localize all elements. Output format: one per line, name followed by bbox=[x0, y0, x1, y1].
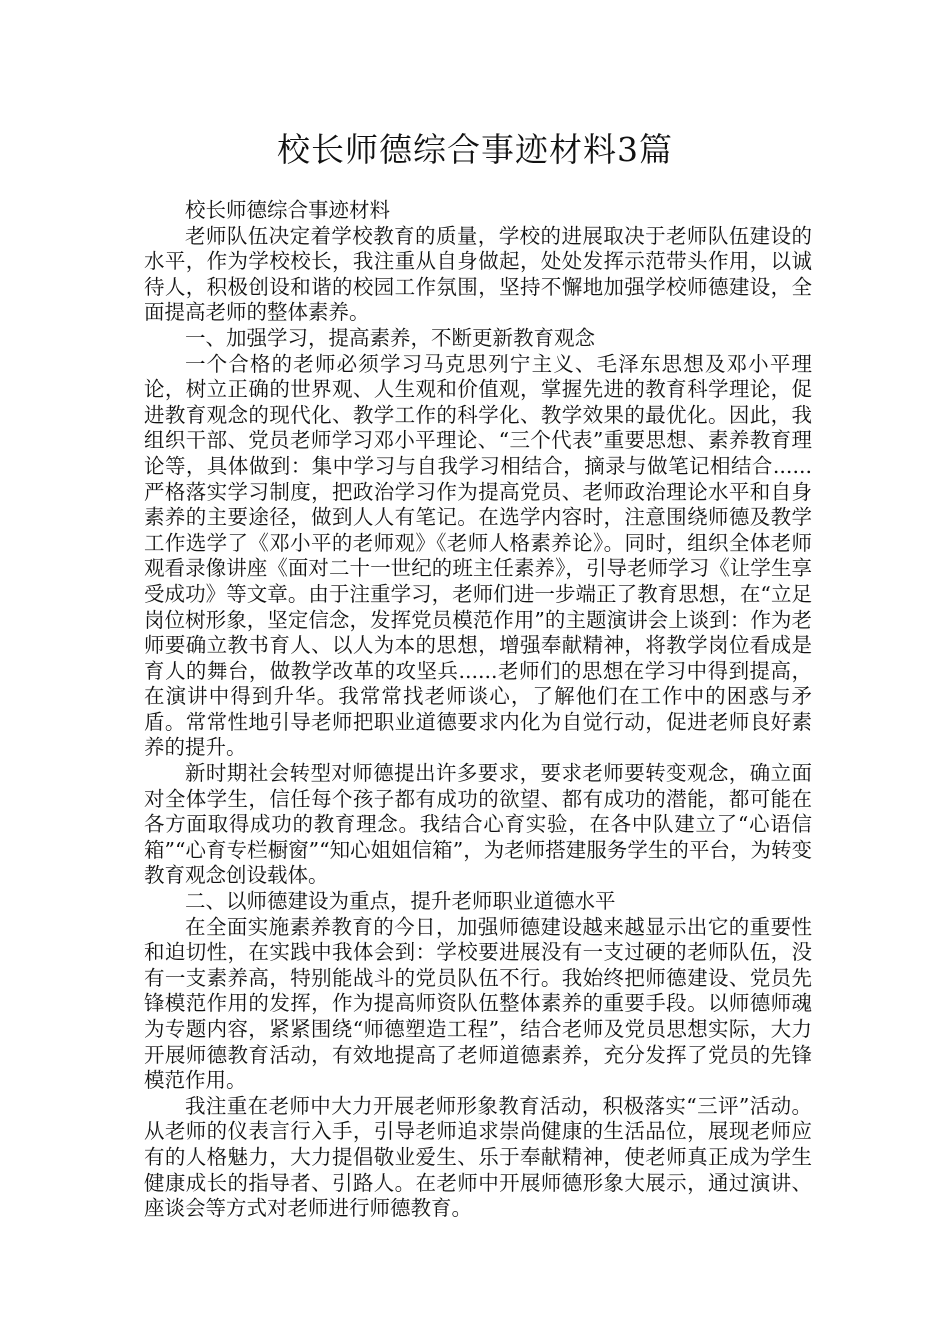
body-paragraph: 在全面实施素养教育的今日，加强师德建设越来越显示出它的重要性和迫切性，在实践中我体会到：学校要进展没有一支过硬的老师队伍，没有一支素养高，特别能战斗的党员队伍不行。我始终把师德建设、党员先锋模范作用的发挥，作为提高师资队伍整体素养的重要手段。以师德师魂为专题内容，紧紧围绕“师德塑造工程”，结合老师及党员思想实际，大力开展师德教育活动，有效地提高了老师道德素养，充分发挥了党员的先锋模范作用。 bbox=[144, 914, 812, 1093]
document-body bbox=[144, 198, 812, 1222]
section-heading-2: 二、以师德建设为重点，提升老师职业道德水平 bbox=[185, 889, 616, 914]
section-heading-1: 一、加强学习，提高素养，不断更新教育观念 bbox=[185, 325, 595, 350]
subtitle-paragraph: 校长师德综合事迹材料 bbox=[185, 198, 390, 222]
document-title: 校长师德综合事迹材料3篇 bbox=[277, 130, 673, 169]
body-paragraph: 一个合格的老师必须学习马克思列宁主义、毛泽东思想及邓小平理论，树立正确的世界观、人生观和价值观，掌握先进的教育科学理论，促进教育观念的现代化、教学工作的科学化、教学效果的最优化。因此，我组织干部、党员老师学习邓小平理论、“三个代表”重要思想、素养教育理论等，具体做到：集中学习与自我学习相结合，摘录与做笔记相结合......严格落实学习制度，把政治学习作为提高党员、老师政治理论水平和自身素养的主要途径，做到人人有笔记。在选学内容时，注意围绕师德及教学工作选学了《邓小平的老师观》《老师人格素养论》。同时，组织全体老师观看录像讲座《面对二十一世纪的班主任素养》，引导老师学习《让学生享受成功》等文章。由于注重学习，老师们进一步端正了教育思想，在“立足岗位树形象，坚定信念，发挥党员模范作用”的主题演讲会上谈到：作为老师要确立教书育人、以人为本的思想，增强奉献精神，将教学岗位看成是育人的舞台，做教学改革的攻坚兵......老师们的思想在学习中得到提高，在演讲中得到升华。我常常找老师谈心，了解他们在工作中的困惑与矛盾。常常性地引导老师把职业道德要求内化为自觉行动，促进老师良好素养的提升。 bbox=[144, 351, 812, 760]
body-paragraph: 新时期社会转型对师德提出许多要求，要求老师要转变观念，确立面对全体学生，信任每个孩子都有成功的欲望、都有成功的潜能，都可能在各方面取得成功的教育理念。我结合心育实验，在各中队建立了“心语信箱”“心育专栏橱窗”“知心姐姐信箱”，为老师搭建服务学生的平台，为转变教育观念创设载体。 bbox=[144, 761, 812, 888]
body-paragraph: 我注重在老师中大力开展老师形象教育活动，积极落实“三评”活动。从老师的仪表言行入手，引导老师追求崇尚健康的生活品位，展现老师应有的人格魅力，大力提倡敬业爱生、乐于奉献精神，使老师真正成为学生健康成长的指导者、引路人。在老师中开展师德形象大展示，通过演讲、座谈会等方式对老师进行师德教育。 bbox=[144, 1093, 812, 1221]
intro-paragraph: 老师队伍决定着学校教育的质量，学校的进展取决于老师队伍建设的水平，作为学校校长，我注重从自身做起，处处发挥示范带头作用，以诚待人，积极创设和谐的校园工作氛围，坚持不懈地加强学校师德建设，全面提高老师的整体素养。 bbox=[144, 223, 812, 325]
